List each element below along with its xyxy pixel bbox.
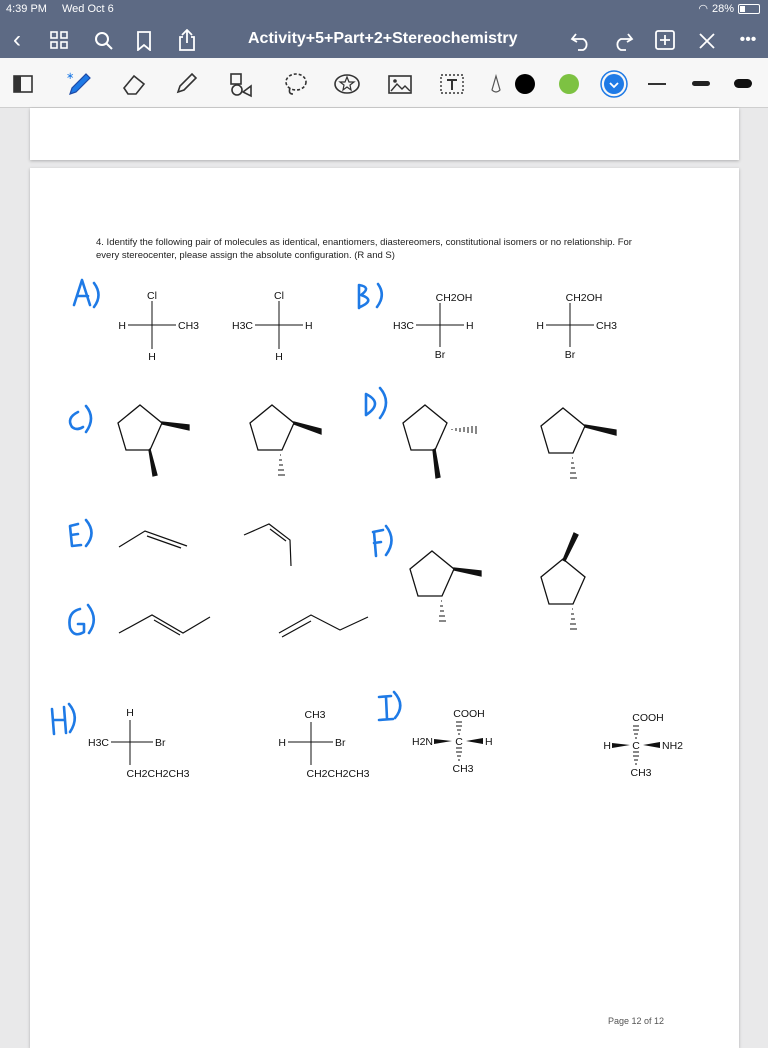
fischer-h2	[278, 709, 369, 780]
label-a	[74, 280, 99, 307]
b2-bottom: Br	[564, 349, 576, 361]
i1-center: C	[455, 736, 463, 748]
i2-top: COOH	[632, 712, 664, 724]
h2-right: Br	[335, 737, 346, 749]
label-d	[366, 388, 386, 418]
cyclopentane-d2	[541, 408, 616, 478]
label-g	[69, 605, 93, 634]
alkene-e1	[119, 531, 187, 548]
i2-bottom: CH3	[630, 767, 652, 779]
svg-text:∗: ∗	[66, 71, 75, 82]
label-f	[373, 526, 392, 556]
document-title[interactable]: Activity+5+Part+2+Stereochemistry	[248, 30, 518, 47]
status-time: 4:39 PM	[6, 3, 47, 15]
a1-bottom: H	[148, 351, 156, 363]
i1-bottom: CH3	[452, 763, 474, 775]
i2-right: NH2	[662, 740, 684, 752]
i2-center: C	[632, 740, 640, 752]
b1-top: CH2OH	[435, 292, 473, 304]
cyclopentane-f1	[410, 551, 481, 621]
i1-left: H2N	[411, 736, 433, 748]
a2-right: H	[305, 320, 313, 332]
page-number: Page 12 of 12	[608, 1016, 665, 1026]
h2-bottom: CH2CH2CH3	[306, 768, 370, 780]
wedge-structure-i1	[412, 708, 493, 775]
fischer-a1	[118, 290, 199, 363]
i1-right: H	[485, 736, 493, 748]
a2-left: H3C	[231, 320, 253, 332]
status-date: Wed Oct 6	[62, 3, 114, 15]
label-h	[52, 704, 75, 734]
question-text: 4. Identify the following pair of molecules as identical, enantiomers, diastereomers, constitutional isomers or no relationship. For every stereocenter, please assign the absolute configuration. (R and S)	[96, 237, 632, 261]
b2-right: CH3	[596, 320, 618, 332]
a1-top: Cl	[147, 290, 157, 302]
a1-left: H	[118, 320, 126, 332]
a1-right: CH3	[178, 320, 200, 332]
wifi-icon: ◠	[698, 3, 708, 15]
battery-percent: 28%	[711, 2, 734, 15]
b1-bottom: Br	[434, 349, 446, 361]
b1-left: H3C	[392, 320, 414, 332]
wedge-structure-i2	[603, 712, 683, 779]
h1-left: H3C	[87, 737, 109, 749]
chevron-left-icon[interactable]: ‹	[13, 26, 21, 53]
b1-right: H	[466, 320, 474, 332]
h1-top: H	[126, 707, 134, 719]
i1-top: COOH	[453, 708, 485, 720]
b2-top: CH2OH	[565, 292, 603, 304]
b2-left: H	[536, 320, 544, 332]
alkene-e2	[244, 524, 291, 566]
h2-top: CH3	[304, 709, 326, 721]
h1-right: Br	[155, 737, 166, 749]
label-c	[70, 406, 91, 432]
fischer-a2	[232, 290, 313, 363]
more-icon[interactable]: •••	[739, 31, 757, 48]
fischer-b1	[393, 292, 474, 361]
cyclopentane-d1	[403, 405, 476, 478]
cyclopentane-c1	[118, 405, 189, 476]
i2-left: H	[603, 740, 611, 752]
a2-bottom: H	[275, 351, 283, 363]
fischer-b2	[536, 292, 617, 361]
label-e	[70, 520, 92, 546]
h2-left: H	[278, 737, 286, 749]
cyclopentane-c2	[250, 405, 321, 475]
fischer-h1	[88, 707, 190, 780]
alkene-g1	[119, 615, 210, 635]
label-b	[359, 284, 382, 308]
alkene-g2	[279, 615, 368, 637]
label-i	[379, 692, 400, 720]
h1-bottom: CH2CH2CH3	[126, 768, 190, 780]
cyclopentane-f2	[541, 533, 585, 629]
a2-top: Cl	[274, 290, 284, 302]
